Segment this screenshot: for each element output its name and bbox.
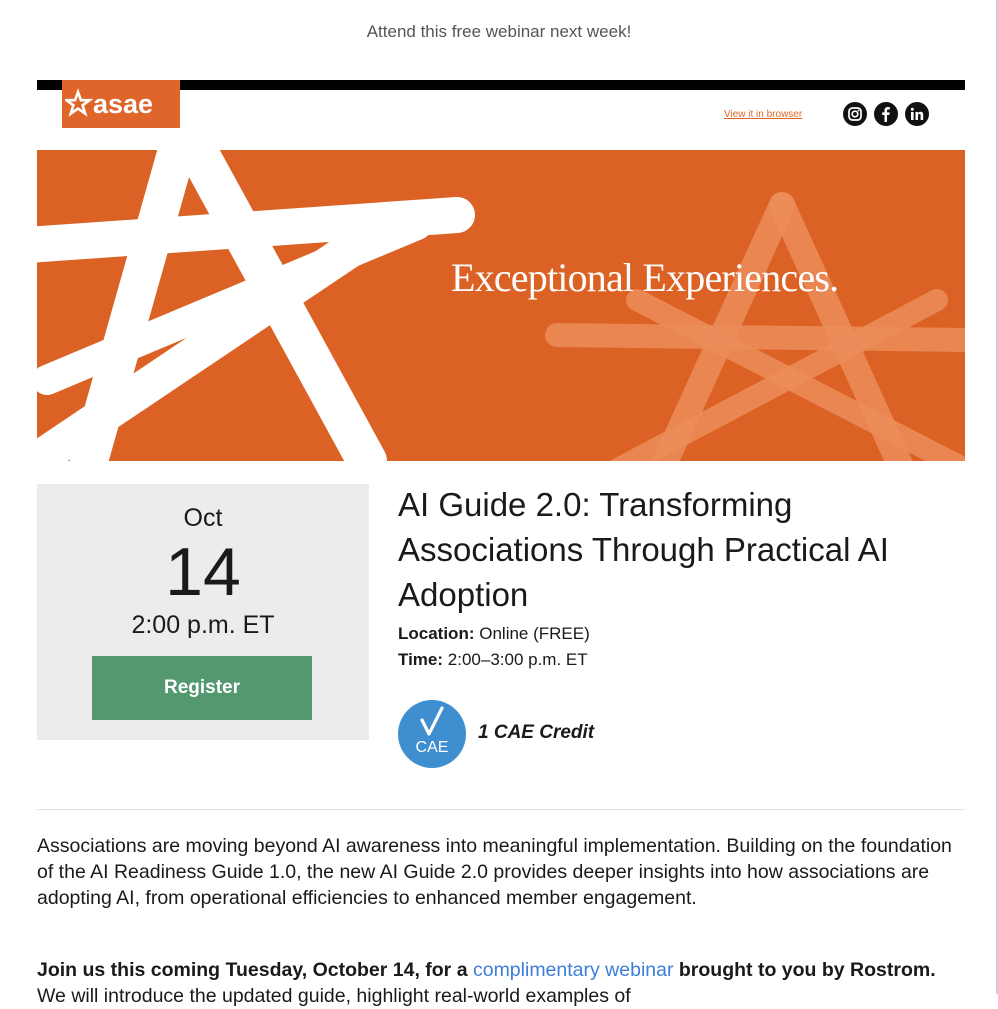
complimentary-webinar-link[interactable]: complimentary webinar xyxy=(472,959,674,981)
hero-tagline: Exceptional Experiences. xyxy=(451,255,839,300)
section-divider xyxy=(37,809,965,810)
asae-logo[interactable] xyxy=(62,80,180,128)
join-paragraph xyxy=(37,957,965,1009)
event-date-box xyxy=(37,484,369,740)
social-links xyxy=(843,102,929,126)
logo-wordmark: asae xyxy=(93,89,154,119)
instagram-icon[interactable] xyxy=(843,102,867,126)
hero-banner xyxy=(37,150,965,461)
event-day: 14 xyxy=(165,534,241,610)
view-in-browser-link[interactable]: View it in browser xyxy=(724,109,803,120)
event-location xyxy=(398,624,590,644)
preheader-text: Attend this free webinar next week! xyxy=(366,22,632,41)
event-time-detail xyxy=(398,650,588,670)
cae-credit-text: 1 CAE Credit xyxy=(478,722,595,743)
linkedin-icon[interactable] xyxy=(905,102,929,126)
event-month: Oct xyxy=(183,504,223,532)
event-time: 2:00 p.m. ET xyxy=(131,611,275,639)
cae-badge-text: CAE xyxy=(415,739,449,756)
time-value: 2:00–3:00 p.m. ET xyxy=(447,650,588,669)
cae-badge-icon xyxy=(398,700,466,768)
location-label: Location: xyxy=(398,624,475,643)
join-rest: We will introduce the updated guide, highlight real-world examples of xyxy=(37,985,631,1007)
join-bold-start: Join us this coming Tuesday, October 14, for a xyxy=(37,959,468,981)
facebook-icon[interactable] xyxy=(874,102,898,126)
register-button[interactable]: Register xyxy=(92,656,312,720)
event-title: AI Guide 2.0: Transforming Associations Through Practical AI Adoption xyxy=(398,486,889,613)
join-bold-end: brought to you by Rostrom. xyxy=(678,959,936,981)
location-value: Online (FREE) xyxy=(479,624,590,643)
asae-logo-mark xyxy=(65,86,177,122)
intro-paragraph: Associations are moving beyond AI awareness into meaningful implementation. Building on the foundation of the AI Readiness Guide 1.0, the new AI Guide 2.0 provides deeper insights into how associations are adopting AI, from operational efficiencies to enhanced member engagement. xyxy=(37,835,952,909)
hero-star-graphic xyxy=(37,150,965,461)
time-label: Time: xyxy=(398,650,444,669)
